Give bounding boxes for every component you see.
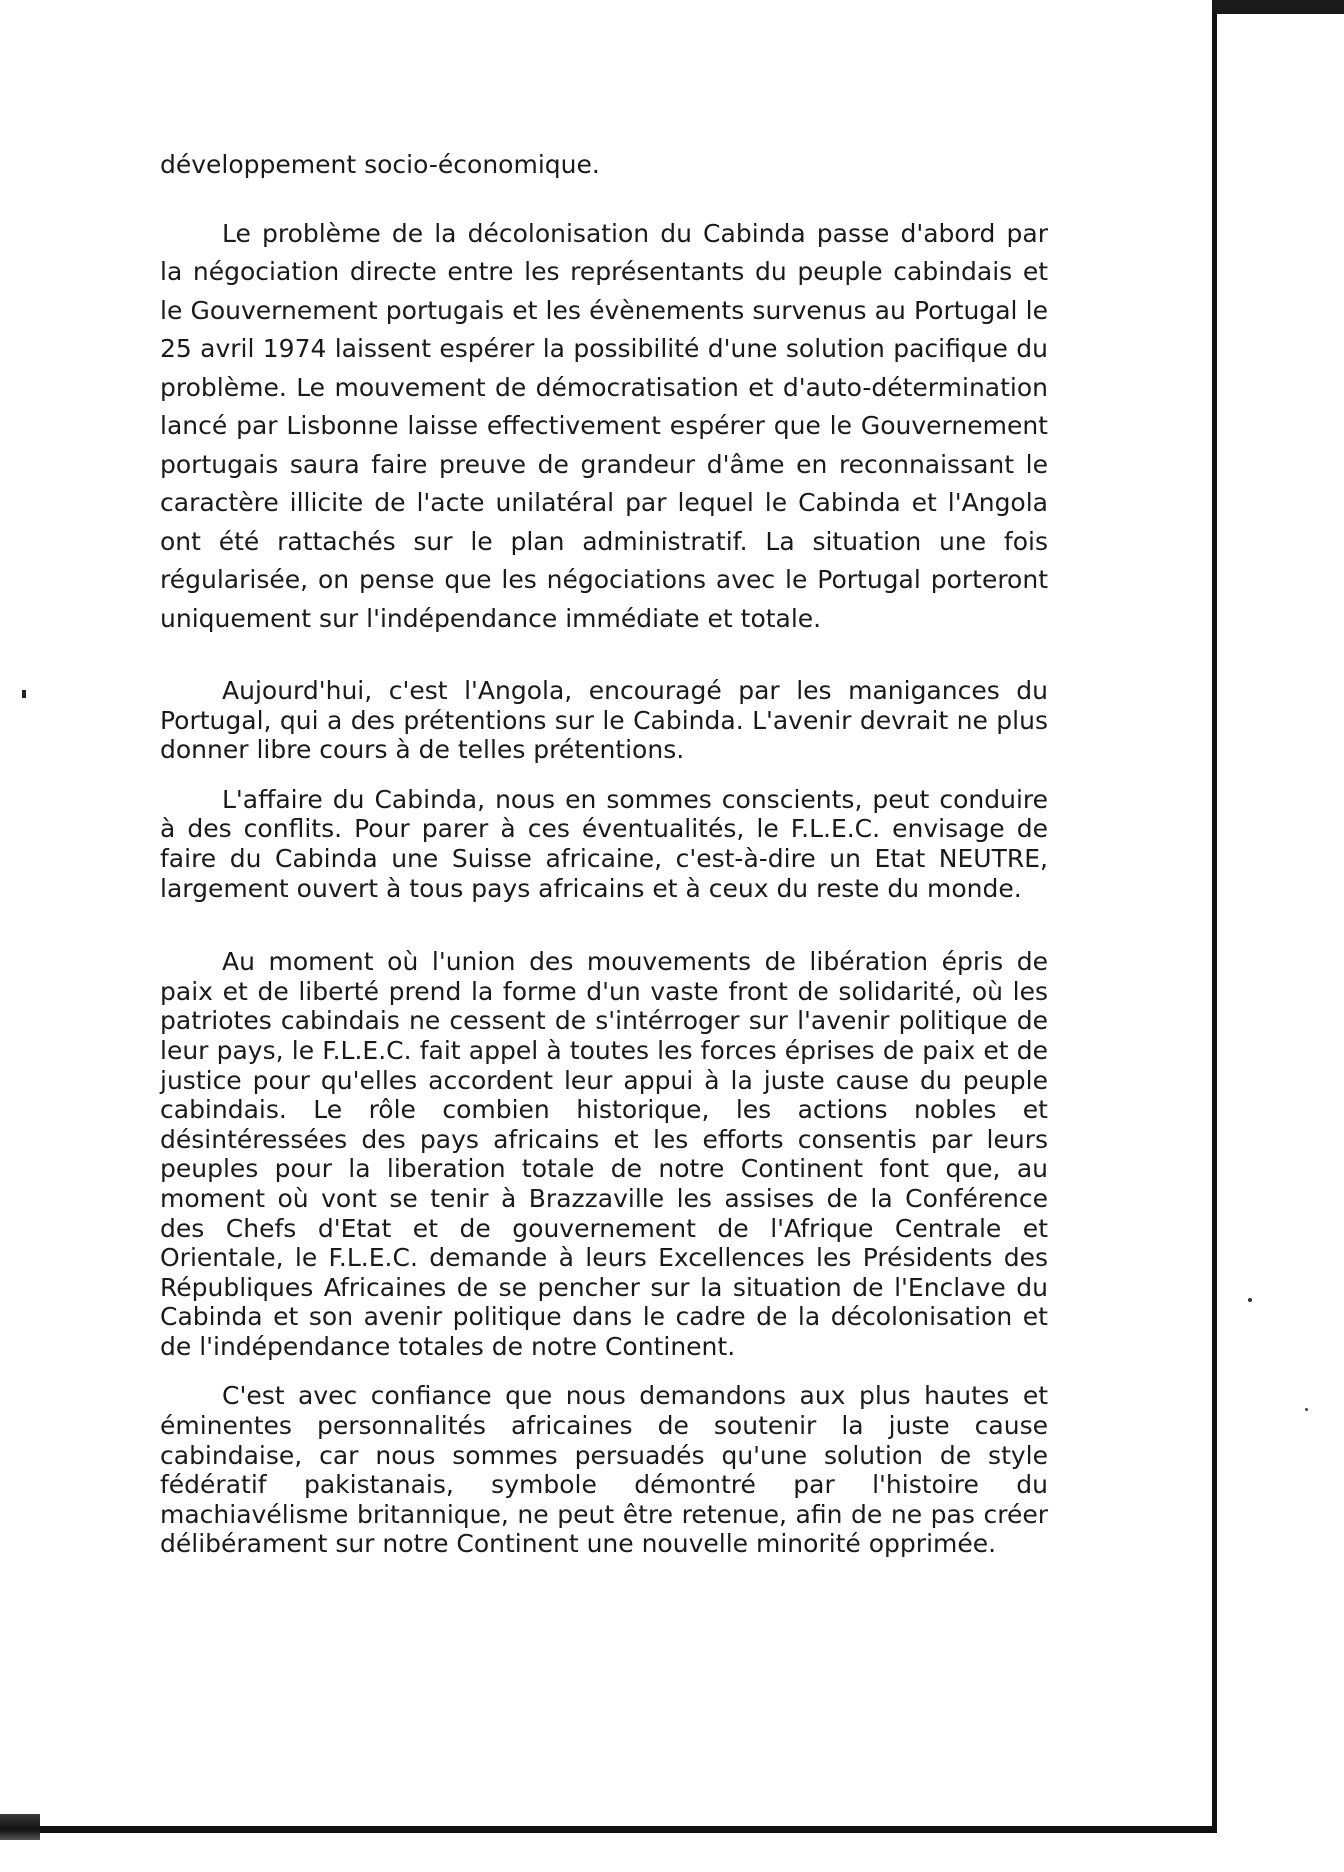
- body-text: [160, 146, 1048, 1559]
- paragraph-decolonisation: Le problème de la décolonisation du Cabinda passe d'abord par la négociation directe entre les représentants du peuple cabindais et le Gouvernement portugais et les évènements survenus au Portugal le 25 avril 1974 laissent espérer la possibilité d'une solution pacifique du problème. Le mouvement de démocratisation et d'auto-détermination lancé par Lisbonne laisse effectivement espérer que le Gouvernement portugais saura faire preuve de grandeur d'âme en reconnaissant le caractère illicite de l'acte unilatéral par lequel le Cabinda et l'Angola ont été rattachés sur le plan administratif. La situation une fois régularisée, on pense que les négociations avec le Portugal porteront uniquement sur l'indépendance immédiate et totale.: [160, 218, 1048, 633]
- scan-speck: [1248, 1298, 1252, 1302]
- page-edge-top-corner: [1212, 0, 1344, 14]
- paragraph-appeal: Au moment où l'union des mouvements de libération épris de paix et de liberté prend la forme d'un vaste front de solidarité, où les patriotes cabindais ne cessent de s'intérroger sur l'avenir politique de leur pays, le F.L.E.C. fait appel à toutes les forces éprises de paix et de justice pour qu'elles accordent leur appui à la juste cause du peuple cabindais. Le rôle combien historique, les actions nobles et désintéressées des pays africains et les efforts consentis par leurs peuples pour la liberation totale de notre Continent font que, au moment où vont se tenir à Brazzaville les assises de la Conférence des Chefs d'Etat et de gouvernement de l'Afrique Centrale et Orientale, le F.L.E.C. demande à leurs Excellences les Présidents des Républiques Africaines de se pencher sur la situation de l'Enclave du Cabinda et son avenir politique dans le cadre de la décolonisation et de l'indépendance totales de notre Continent.: [160, 947, 1048, 1361]
- paragraph-conclusion: C'est avec confiance que nous demandons aux plus hautes et éminentes personnalités africaines de soutenir la juste cause cabindaise, car nous sommes persuadés qu'une solution de style fédératif pakistanais, symbole démontré par l'histoire du machiavélisme britannique, ne peut être retenue, afin de ne pas créer délibérament sur notre Continent une nouvelle minorité opprimée.: [160, 1381, 1048, 1559]
- paragraph-neutral-state: L'affaire du Cabinda, nous en sommes conscients, peut conduire à des conflits. Pour parer à ces éventualités, le F.L.E.C. envisage de faire du Cabinda une Suisse africaine, c'est-à-dire un Etat NEUTRE, largement ouvert à tous pays africains et à ceux du reste du monde.: [160, 784, 1048, 903]
- page-edge-right: [1212, 12, 1217, 1832]
- paragraph-continuation: développement socio-économique.: [160, 150, 600, 179]
- page-edge-bottom-left: [0, 1814, 40, 1840]
- page-edge-bottom: [0, 1826, 1217, 1833]
- scan-speck: [1305, 1408, 1308, 1411]
- scan-speck: [22, 690, 26, 698]
- paragraph-angola-claims: Aujourd'hui, c'est l'Angola, encouragé par les manigances du Portugal, qui a des prétentions sur le Cabinda. L'avenir devrait ne plus donner libre cours à de telles prétentions.: [160, 676, 1048, 765]
